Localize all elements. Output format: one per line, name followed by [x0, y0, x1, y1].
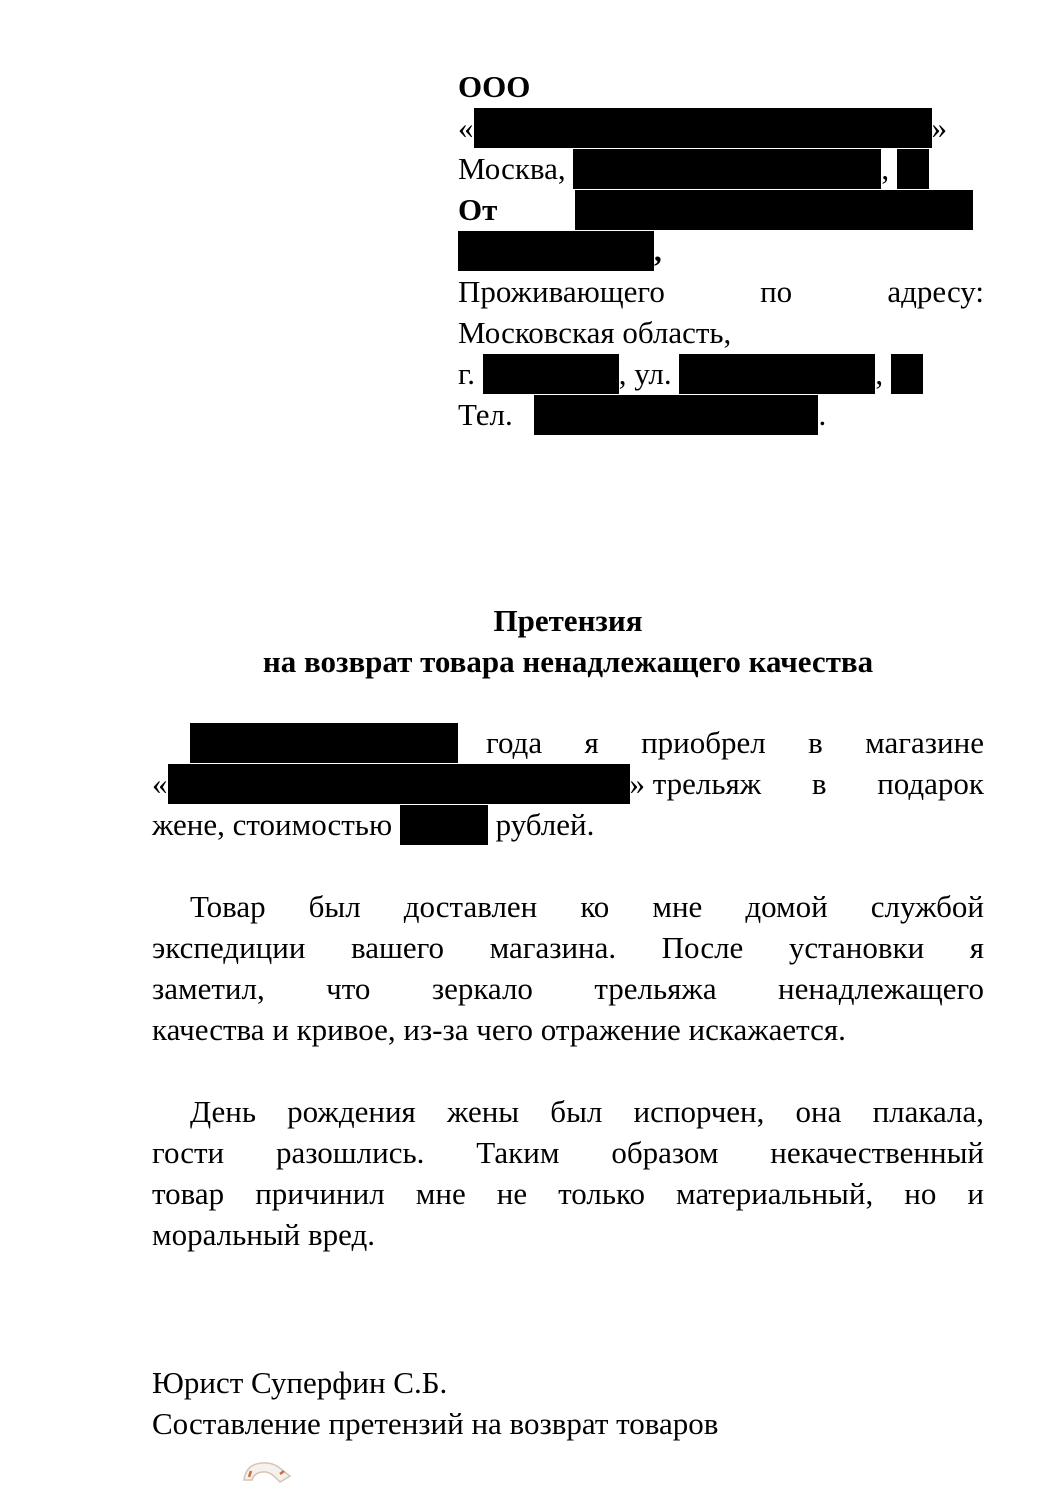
paragraph-1-line-2 [152, 763, 984, 804]
from-label: От [458, 192, 498, 227]
word: День [190, 1094, 257, 1129]
open-quote: « [152, 766, 168, 801]
word: трельяжа [594, 971, 717, 1006]
word: домой [745, 889, 828, 924]
text: жене, стоимостью [152, 807, 393, 842]
redacted-store-name [168, 764, 630, 804]
word: Таким [476, 1135, 560, 1170]
word: Товар [190, 889, 266, 924]
word: был [308, 889, 361, 924]
word: некачественный [770, 1135, 984, 1170]
paragraph-3-line-4: моральный вред. [152, 1217, 376, 1252]
redacted-sender-name [575, 190, 973, 230]
redacted-house [891, 354, 923, 394]
word: приобрел [641, 725, 766, 760]
redacted-street [679, 354, 875, 394]
paragraph-1-line-3 [152, 804, 984, 845]
paragraph-1-line-1 [152, 722, 984, 763]
word: доставлен [403, 889, 538, 924]
redacted-building [897, 149, 929, 189]
document-subtitle: на возврат товара ненадлежащего качества [262, 644, 874, 679]
city-prefix: г. [458, 356, 475, 391]
word: После [661, 930, 744, 965]
signature-service: Составление претензий на возврат товаров [152, 1406, 719, 1441]
word: не [496, 1176, 528, 1211]
word: плакала, [872, 1094, 984, 1129]
text: рублей. [495, 807, 595, 842]
residing-line [458, 271, 984, 312]
city-label: Москва, [458, 151, 566, 186]
paragraph-2-line-1 [190, 886, 984, 927]
sender-name-cont [458, 230, 662, 271]
word: товар [152, 1176, 225, 1211]
org-prefix: ООО [458, 69, 531, 104]
word: подарок [877, 766, 984, 801]
signature-name: Юрист Суперфин С.Б. [152, 1365, 448, 1400]
phone-line [458, 394, 826, 435]
org-name-line [458, 107, 947, 148]
word: но [904, 1176, 937, 1211]
word: она [795, 1094, 842, 1129]
city-line [458, 148, 929, 189]
word: рождения [287, 1094, 416, 1129]
arch-arrows-icon [240, 1458, 294, 1484]
paragraph-3-line-3 [152, 1173, 984, 1214]
open-quote: « [458, 110, 474, 145]
word: что [326, 971, 371, 1006]
word: был [550, 1094, 603, 1129]
word: ко [580, 889, 610, 924]
paragraph-3-line-1 [190, 1091, 984, 1132]
word: испорчен, [633, 1094, 765, 1129]
word: Проживающего [458, 274, 665, 309]
comma: , [875, 356, 884, 391]
word: причинил [255, 1176, 385, 1211]
redacted-price [400, 805, 488, 845]
word: вашего [350, 930, 445, 965]
word: магазине [865, 725, 984, 760]
phone-label: Тел. [458, 397, 513, 432]
redacted-city [483, 354, 619, 394]
word: только [558, 1176, 645, 1211]
word: в [811, 766, 827, 801]
word: заметил, [152, 971, 265, 1006]
redacted-phone [534, 395, 818, 435]
word: разошлись. [275, 1135, 425, 1170]
word: установки [788, 930, 925, 965]
word: я [969, 930, 984, 965]
comma: , [881, 151, 890, 186]
word: адресу: [887, 274, 984, 309]
word: я [584, 725, 599, 760]
paragraph-3-line-2 [152, 1132, 984, 1173]
word: в [808, 725, 823, 760]
word: и [967, 1176, 984, 1211]
word: гости [152, 1135, 225, 1170]
redacted-address [573, 149, 881, 189]
street-line [458, 353, 923, 394]
word: магазина. [489, 930, 617, 965]
word: мне [415, 1176, 466, 1211]
word: мне [652, 889, 703, 924]
word: » трельяж [629, 766, 762, 801]
word: экспедиции [152, 930, 306, 965]
region-line: Московская область, [458, 315, 732, 350]
word: по [760, 274, 793, 309]
close-quote: » [931, 110, 947, 145]
from-line [458, 189, 973, 230]
word: материальный, [676, 1176, 874, 1211]
paragraph-2-line-4: качества и кривое, из-за чего отражение искажается. [152, 1012, 846, 1047]
comma: , [654, 233, 662, 268]
word: жены [446, 1094, 520, 1129]
word: зеркало [431, 971, 533, 1006]
redacted-org-name [474, 108, 932, 148]
word: образом [611, 1135, 719, 1170]
paragraph-2-line-3 [152, 968, 984, 1009]
street-prefix: , ул. [618, 356, 672, 391]
word: службой [870, 889, 984, 924]
redacted-date [190, 723, 458, 763]
word: года [486, 725, 543, 760]
word: ненадлежащего [778, 971, 984, 1006]
redacted-sender-name-2 [458, 231, 654, 271]
paragraph-2-line-2 [152, 927, 984, 968]
period: . [818, 397, 827, 432]
document-title: Претензия [493, 603, 643, 638]
